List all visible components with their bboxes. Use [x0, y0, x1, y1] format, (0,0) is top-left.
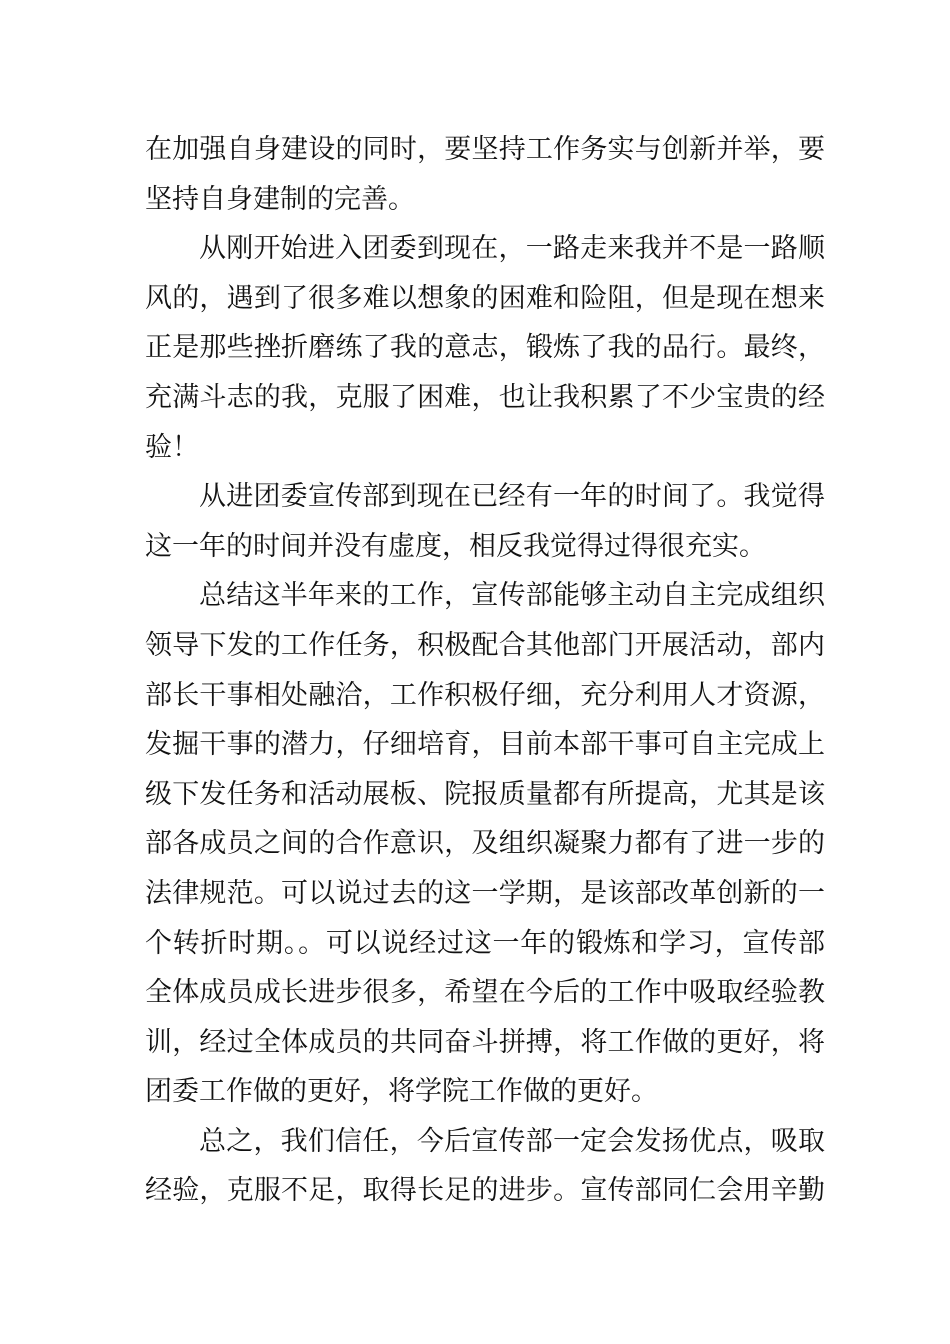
- text-line: 正是那些挫折磨练了我的意志，锻炼了我的品行。最终，: [145, 332, 825, 363]
- text-line: 级下发任务和活动展板、院报质量都有所提高，尤其是该: [145, 779, 825, 810]
- text-line: 从刚开始进入团委到现在，一路走来我并不是一路顺: [199, 233, 825, 264]
- text-line: 这一年的时间并没有虚度，相反我觉得过得很充实。: [145, 531, 766, 562]
- text-line: 总之，我们信任，今后宣传部一定会发扬优点，吸取: [199, 1126, 825, 1157]
- text-line: 充满斗志的我，克服了困难，也让我积累了不少宝贵的经: [145, 382, 825, 413]
- text-line: 部各成员之间的合作意识，及组织凝聚力都有了进一步的: [145, 828, 825, 859]
- text-line: 坚持自身建制的完善。: [145, 184, 415, 215]
- text-line: 在加强自身建设的同时，要坚持工作务实与创新并举，要: [145, 134, 825, 165]
- text-line: 部长干事相处融洽，工作积极仔细，充分利用人才资源，: [145, 680, 825, 711]
- text-line: 总结这半年来的工作，宣传部能够主动自主完成组织: [199, 580, 825, 611]
- text-line: 从进团委宣传部到现在已经有一年的时间了。我觉得: [199, 481, 825, 512]
- text-line: 个转折时期。。可以说经过这一年的锻炼和学习，宣传部: [145, 928, 825, 959]
- text-line: 风的，遇到了很多难以想象的困难和险阻，但是现在想来: [145, 283, 825, 314]
- text-line: 领导下发的工作任务，积极配合其他部门开展活动，部内: [145, 630, 825, 661]
- text-line: 经验，克服不足，取得长足的进步。宣传部同仁会用辛勤: [145, 1175, 825, 1206]
- text-line: 团委工作做的更好，将学院工作做的更好。: [145, 1076, 658, 1107]
- text-line: 发掘干事的潜力，仔细培育，目前本部干事可自主完成上: [145, 729, 825, 760]
- text-line: 训，经过全体成员的共同奋斗拼搏，将工作做的更好，将: [145, 1027, 825, 1058]
- text-line: 全体成员成长进步很多，希望在今后的工作中吸取经验教: [145, 977, 825, 1008]
- text-line: 法律规范。可以说过去的这一学期，是该部改革创新的一: [145, 878, 825, 909]
- text-line: 验！: [145, 432, 199, 463]
